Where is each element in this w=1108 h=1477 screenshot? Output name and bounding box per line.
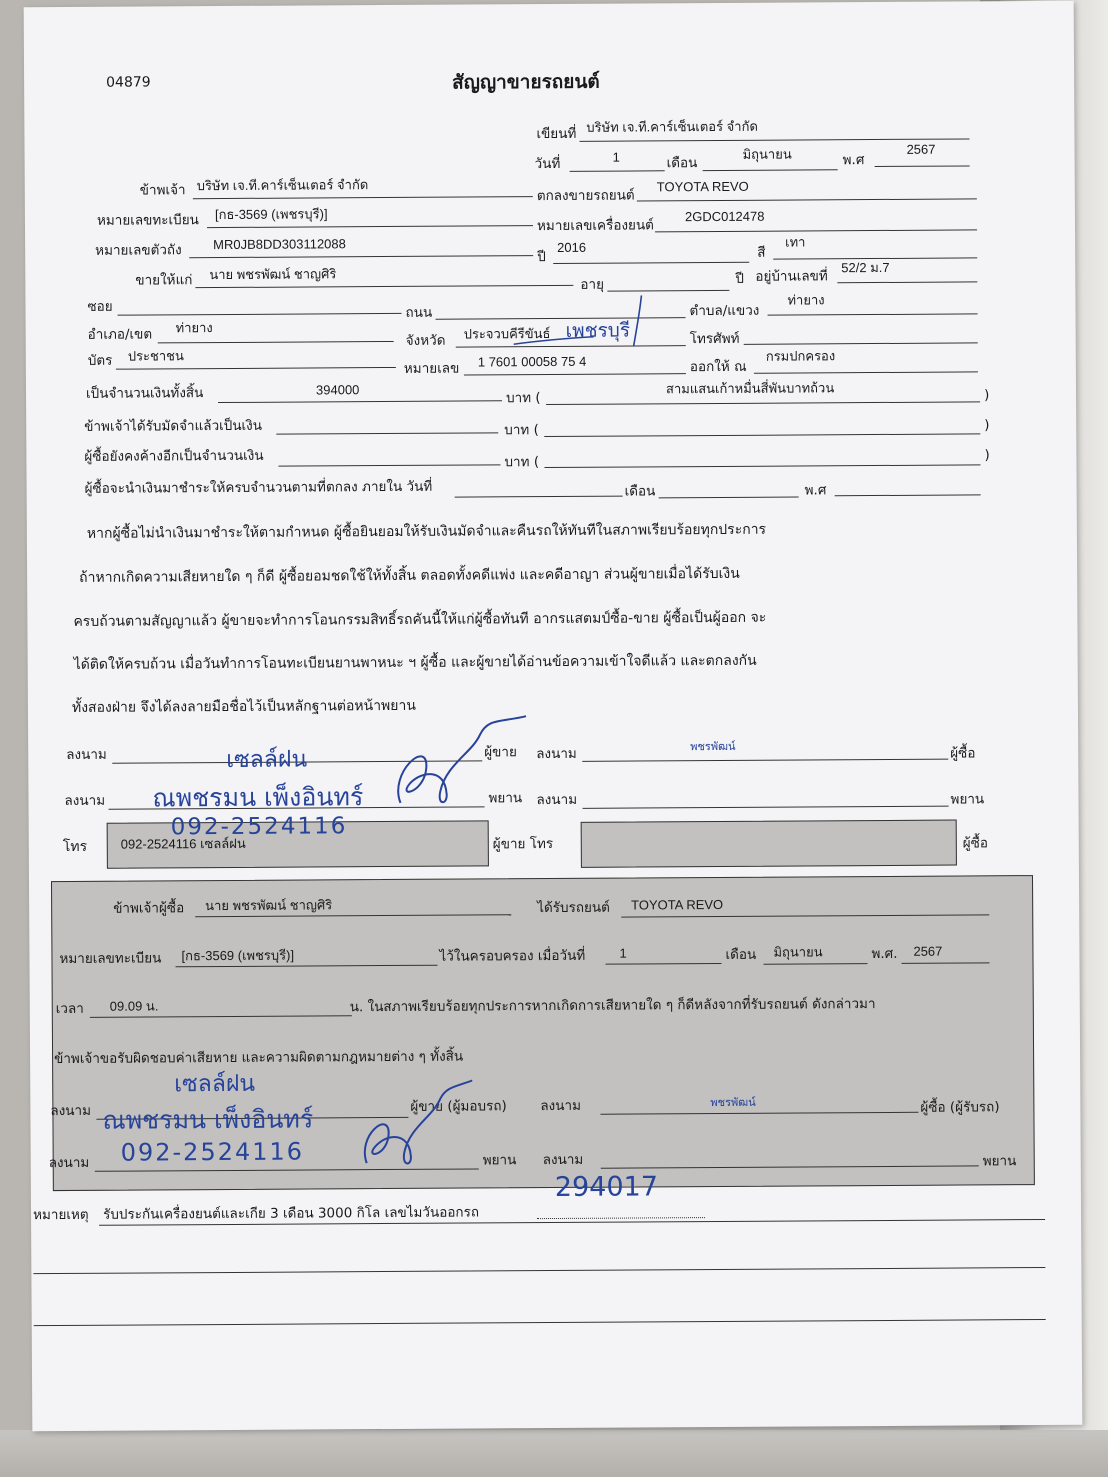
- receipt-month-label: เดือน: [725, 946, 757, 963]
- remaining-label: ผู้ซื้อยังคงค้างอีกเป็นจำนวนเงิน: [84, 447, 264, 465]
- line: [544, 464, 980, 468]
- witness-label-2: พยาน: [950, 791, 985, 808]
- subdistrict-value: ท่ายาง: [787, 292, 825, 308]
- year-value: 2567: [906, 141, 936, 157]
- month-value: มิถุนายน: [742, 146, 792, 162]
- seller-label: ผู้ขาย: [484, 744, 517, 761]
- party-label: ข้าพเจ้า: [139, 182, 186, 199]
- receipt-seller-signature-scribble: [356, 1078, 477, 1169]
- page-title: สัญญาขายรถยนต์: [452, 70, 600, 94]
- receipt-witness-label-2: พยาน: [982, 1153, 1017, 1170]
- day-value: 1: [612, 149, 620, 165]
- line: [875, 165, 970, 167]
- color-label: สี: [757, 244, 766, 261]
- note-text: รับประกันเครื่องยนต์และเกีย 3 เดือน 3000 กิโล เลขไมวันออกรถ: [102, 1204, 480, 1223]
- line: [570, 170, 665, 172]
- card-no-label: หมายเลข: [403, 360, 460, 377]
- witness-label-1: พยาน: [488, 790, 523, 807]
- plate-value: [กธ-3569 (เพชรบุรี)]: [214, 206, 328, 223]
- line: [464, 373, 686, 375]
- para-line-2: ถ้าหากเกิดความเสียหายใด ๆ ก็ดี ผู้ซื้อยอมชดใช้ให้ทั้งสิ้น ตลอดทั้งคดีแพ่ง และคดีอาญา ส่วนผู้ขายเมื่อได้รับเงิน: [79, 565, 740, 586]
- province-value: ประจวบคีรีขันธ์: [463, 326, 551, 342]
- receipt-year: 2567: [913, 943, 943, 959]
- doc-number: 04879: [106, 74, 151, 91]
- received-label: ได้รับรถยนต์: [537, 899, 610, 917]
- receipt-witness-label-1: พยาน: [482, 1152, 517, 1169]
- car-model-value: TOYOTA REVO: [656, 178, 749, 195]
- close-paren-3: ): [984, 447, 990, 464]
- phone-short-label: โทร: [62, 838, 88, 855]
- buyer-label: ผู้ซื้อ: [950, 745, 976, 762]
- engine-label: หมายเลขเครื่องยนต์: [536, 217, 654, 235]
- agree-label: ตกลงขายรถยนต์: [536, 187, 635, 205]
- province-label: จังหวัด: [405, 332, 446, 349]
- close-paren: ): [984, 387, 990, 404]
- line: [118, 313, 402, 316]
- card-no-value: 1 7601 00058 75 4: [477, 353, 587, 370]
- receipt-buyer-sign-label: ผู้ซื้อ (ผู้รับรถ): [920, 1099, 1000, 1116]
- receipt-plate-value: [กธ-3569 (เพชรบุรี)]: [181, 947, 295, 964]
- line: [546, 401, 980, 405]
- close-paren-2: ): [984, 417, 990, 434]
- time-value: 09.09 น.: [109, 998, 159, 1014]
- age-label: อายุ: [580, 276, 605, 293]
- line: [607, 290, 729, 292]
- card-label: บัตร: [87, 352, 113, 369]
- receipt-buyer-label: ข้าพเจ้าผู้ซื้อ: [113, 900, 185, 917]
- contract-paper: [24, 1, 1083, 1431]
- receipt-sign-label-witness-1: ลงนาม: [48, 1154, 90, 1172]
- baht-label-3: บาท (: [504, 454, 540, 471]
- receipt-plate-label: หมายเลขทะเบียน: [59, 950, 162, 968]
- line: [768, 313, 978, 315]
- line: [278, 464, 500, 466]
- color-value: เทา: [785, 234, 806, 250]
- issued-value: กรมปกครอง: [765, 348, 836, 364]
- note-line-2: [33, 1267, 1045, 1274]
- line: [544, 433, 980, 437]
- road-label: ถนน: [405, 304, 433, 321]
- hw-receipt-witness-name: ณพชรมน เพ็งอินทร์: [102, 1104, 314, 1135]
- chassis-value: MR0JB8DD303112088: [213, 236, 346, 253]
- line: [582, 759, 948, 762]
- chassis-label: หมายเลขตัวถัง: [95, 242, 182, 259]
- receipt-sign-label-seller: ลงนาม: [50, 1102, 92, 1120]
- hw-receipt-phone: 092-2524116: [120, 1137, 305, 1167]
- seller-phone-printed: 092-2524116 เซลล์ฝน: [120, 835, 246, 852]
- card-type-value: ประชาชน: [127, 348, 184, 364]
- line: [195, 285, 573, 288]
- baht-label-2: บาท (: [504, 422, 539, 439]
- baht-label: บาท (: [506, 390, 541, 407]
- line: [218, 400, 502, 403]
- line: [455, 496, 623, 498]
- hw-mileage: 294017: [554, 1171, 659, 1203]
- seller-phone-label: ผู้ขาย โทร: [492, 836, 554, 853]
- due-year-label: พ.ศ: [804, 482, 827, 499]
- sign-label-witness-2: ลงนาม: [536, 791, 578, 809]
- sell-to-label: ขายให้แก่: [135, 272, 193, 289]
- time-label: เวลา: [55, 1000, 84, 1018]
- receipt-month: มิถุนายน: [773, 944, 823, 960]
- line: [703, 169, 838, 171]
- line: [637, 198, 977, 201]
- written-at-label: เขียนที่: [536, 125, 577, 143]
- sign-label-witness-1: ลงนาม: [64, 792, 106, 809]
- receipt-sign-label-buyer: ลงนาม: [540, 1097, 582, 1115]
- total-amount-value: 394000: [315, 382, 360, 398]
- age-year-label: ปี: [735, 270, 744, 287]
- subdistrict-label: ตำบล/แขวง: [689, 302, 760, 320]
- condition-text: น. ในสภาพเรียบร้อยทุกประการหากเกิดการเสียหายใด ๆ ก็ดีหลังจากที่รับรถยนต์ ดังกล่าวมา: [349, 996, 876, 1016]
- written-at-value: บริษัท เจ.ที.คาร์เซ็นเตอร์ จำกัด: [586, 118, 758, 135]
- receipt-sign-label-witness-2: ลงนาม: [542, 1151, 584, 1169]
- para-line-3: ครบถ้วนตามสัญญาแล้ว ผู้ขายจะทำการโอนกรรมสิทธิ์รถคันนี้ให้แก่ผู้ซื้อทันที อากรแสตมป์ซื้อ-ขาย ผู้ซื้อเป็นผู้ออก จะ: [73, 609, 767, 630]
- hw-buyer-signature: พชรพัฒน์: [690, 739, 736, 754]
- background-bottom: [0, 1430, 1108, 1477]
- line: [276, 432, 498, 434]
- line: [116, 367, 396, 370]
- party-value: บริษัท เจ.ที.คาร์เซ็นเตอร์ จำกัด: [196, 177, 369, 194]
- plate-label: หมายเลขทะเบียน: [96, 212, 199, 229]
- province-handwritten: เพชรบุรี: [565, 319, 631, 342]
- year-label: พ.ศ: [842, 152, 865, 169]
- sign-label-seller: ลงนาม: [66, 746, 107, 763]
- liability-text: ข้าพเจ้าขอรับผิดชอบค่าเสียหาย และความผิดตามกฎหมายต่าง ๆ ทั้งสิ้น: [54, 1048, 464, 1068]
- line: [754, 371, 978, 373]
- line: [659, 496, 799, 498]
- possession-label: ไว้ในครอบครอง เมื่อวันที่: [439, 947, 586, 965]
- line: [207, 225, 533, 228]
- mileage-dotted-line: [537, 1217, 705, 1219]
- hw-seller-phone: 092-2524116: [170, 813, 348, 841]
- line: [158, 341, 394, 343]
- due-month-label: เดือน: [624, 483, 656, 500]
- line: [189, 255, 533, 258]
- buyer-phone-suffix: ผู้ซื้อ: [962, 835, 989, 852]
- total-words-value: สามแสนเก้าหมื่นสี่พันบาทถ้วน: [665, 380, 835, 397]
- receipt-car-model: TOYOTA REVO: [631, 896, 724, 913]
- issued-label: ออกให้ ณ: [689, 358, 747, 376]
- hw-seller-name: เซลล์ฝน: [226, 746, 308, 773]
- month-label: เดือน: [666, 155, 698, 172]
- receipt-buyer-value: นาย พชรพัฒน์ ชาญศิริ: [205, 897, 333, 914]
- buyer-phone-box: [581, 820, 957, 868]
- note-label: หมายเหตุ: [32, 1206, 89, 1224]
- line: [655, 229, 977, 232]
- receipt-day: 1: [619, 945, 627, 961]
- address-value: 52/2 ม.7: [841, 259, 890, 276]
- model-year-value: 2016: [557, 239, 587, 255]
- hw-receipt-buyer-signature: พชรพัฒน์: [710, 1095, 756, 1110]
- line: [744, 342, 978, 344]
- line: [583, 806, 949, 809]
- line: [835, 494, 981, 496]
- engine-value: 2GDC012478: [684, 208, 765, 225]
- line: [553, 262, 749, 264]
- phone-label: โทรศัพท์: [689, 330, 740, 348]
- para-line-5: ทั้งสองฝ่าย จึงได้ลงลายมือชื่อไว้เป็นหลักฐานต่อหน้าพยาน: [71, 697, 416, 716]
- deposit-label: ข้าพเจ้าได้รับมัดจำแล้วเป็นเงิน: [84, 417, 263, 435]
- buyer-value: นาย พชรพัฒน์ ชาญศิริ: [209, 266, 337, 283]
- receipt-year-label: พ.ศ.: [871, 945, 898, 963]
- total-label: เป็นจำนวนเงินทั้งสิ้น: [85, 385, 204, 402]
- date-label: วันที่: [534, 155, 561, 173]
- para-line-1: หากผู้ซื้อไม่นำเงินมาชำระให้ตามกำหนด ผู้ซื้อยินยอมให้รับเงินมัดจำและคืนรถให้ทันทีในสภาพเรียบร้อยทุกประการ: [86, 521, 767, 542]
- para-line-4: ได้ติดให้ครบถ้วน เมื่อวันทำการโอนทะเบียนยานพาหนะ ฯ ผู้ซื้อ และผู้ขายได้อ่านข้อความเข้าใจดีแล้ว และตกลงกัน: [73, 652, 757, 673]
- model-year-label: ปี: [537, 249, 546, 266]
- receipt-seller-label: ผู้ขาย (ผู้มอบรถ): [410, 1098, 507, 1115]
- note-line-3: [34, 1319, 1046, 1326]
- hw-witness-name: ณพชรมน เพ็งอินทร์: [152, 782, 364, 813]
- payment-due-label: ผู้ซื้อจะนำเงินมาชำระให้ครบจำนวนตามที่ตกลง ภายใน วันที่: [84, 478, 433, 497]
- province-correction-stroke: [503, 293, 653, 354]
- soi-label: ซอย: [87, 298, 113, 315]
- sign-label-buyer: ลงนาม: [536, 745, 577, 763]
- line: [193, 196, 533, 199]
- seller-signature-scribble: [388, 712, 539, 813]
- line: [837, 281, 977, 283]
- district-value: ท่ายาง: [175, 320, 213, 336]
- district-label: อำเภอ/เขต: [87, 326, 153, 343]
- hw-receipt-seller-name: เซลล์ฝน: [174, 1070, 256, 1098]
- address-label: อยู่บ้านเลขที่: [755, 268, 828, 285]
